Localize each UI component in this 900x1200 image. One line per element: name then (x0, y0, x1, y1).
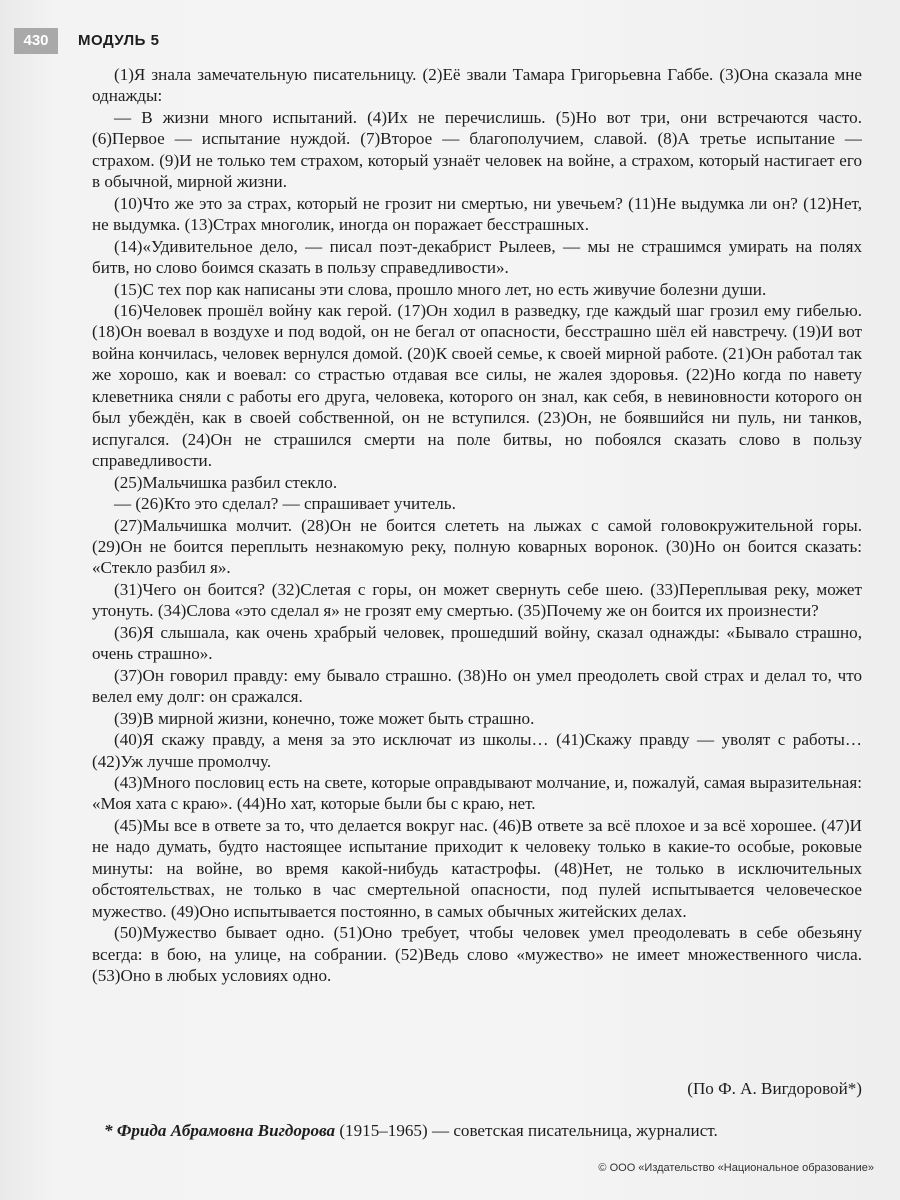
paragraph: (15)С тех пор как написаны эти слова, прошло много лет, но есть живучие болезни души. (114, 279, 767, 299)
page-header (0, 22, 900, 56)
paragraph: (40)Я скажу правду, а меня за это исключат из школы… (41)Скажу правду — уволят с работы… (42)Уж лучше промолчу. (92, 730, 862, 771)
paragraph: (27)Мальчишка молчит. (28)Он не боится слететь на лыжах с самой головокружительной горы. (29)Он не боится переплыть незнакомую реку, полную коварных воронок. (30)Но он боится сказать: «Стекло разбил я». (92, 515, 862, 578)
paragraph: (45)Мы все в ответе за то, что делается вокруг нас. (46)В ответе за всё плохое и за всё хорошее. (47)И не надо думать, будто настоящее испытание приходит к человеку только в какие-то особые, роковые минуты: на войне, во время какой-нибудь катастрофы. (48)Нет, не только в исключительных обстоятельствах, не только в час смертельной опасности, под пулей испытывается человеческое мужество. (49)Оно испытывается постоянно, в самых обычных житейских делах. (92, 815, 862, 921)
paragraph: (25)Мальчишка разбил стекло. (114, 472, 338, 492)
paragraph: (14)«Удивительное дело, — писал поэт-декабрист Рылеев, — мы не страшимся умирать на полях битв, но слово боимся сказать в пользу справедливости». (92, 236, 862, 278)
paragraph: (1)Я знала замечательную писательницу. (2)Её звали Тамара Григорьевна Габбе. (3)Она сказала мне однажды: (92, 65, 862, 106)
footnote-author-name: * Фрида Абрамовна Вигдорова (104, 1121, 336, 1140)
footnote-text: (1915–1965) — советская писательница, журналист. (335, 1121, 718, 1140)
paragraph: (39)В мирной жизни, конечно, тоже может быть страшно. (114, 708, 535, 728)
module-title: МОДУЛЬ 5 (78, 32, 160, 49)
paragraph: (36)Я слышала, как очень храбрый человек, прошедший войну, сказал однажды: «Бывало страшно, очень страшно». (92, 622, 862, 664)
paragraph: — (26)Кто это сделал? — спрашивает учитель. (114, 494, 456, 514)
paragraph: (31)Чего он боится? (32)Слетая с горы, он может свернуть себе шею. (33)Переплывая реку, может утонуть. (34)Слова «это сделал я» не грозят ему смертью. (35)Почему же он боится их произнести? (92, 579, 862, 621)
main-text (92, 64, 862, 986)
paragraph: (43)Много пословиц есть на свете, которые оправдывают молчание, и, пожалуй, самая выразительная: «Моя хата с краю». (44)Но хат, которые были бы с краю, нет. (92, 772, 862, 814)
page-number: 430 (14, 28, 58, 54)
paragraph: (37)Он говорил правду: ему бывало страшно. (38)Но он умел преодолеть свой страх и делал то, что велел ему долг: он сражался. (92, 665, 862, 707)
paragraph: (16)Человек прошёл войну как герой. (17)Он ходил в разведку, где каждый шаг грозил ему гибелью. (18)Он воевал в воздухе и под водой, он не бегал от опасности, бесстрашно шёл ей навстречу. (19)И вот война кончилась, человек вернулся домой. (20)К своей семье, к своей мирной работе. (21)Он работал так же хорошо, как и воевал: со страстью отдавая все силы, не жалея здоровья. (22)Но когда по навету клеветника сняли с работы его друга, человека, которого он знал, как себя, в невиновности которого он был убеждён, как в своей собственной, он не вступился. (23)Он, не боявшийся ни пуль, ни танков, испугался. (24)Он не страшился смерти на поле битвы, но побоялся сказать слово в пользу справедливости. (92, 300, 862, 471)
copyright-notice: © ООО «Издательство «Национальное образование» (598, 1162, 874, 1174)
paragraph: (50)Мужество бывает одно. (51)Оно требует, чтобы человек умел преодолевать в себе обезьяну всегда: в бою, на улице, на собрании. (52)Ведь слово «мужество» не имеет множественного числа. (53)Оно в любых условиях одно. (92, 923, 862, 986)
author-footnote (104, 1120, 864, 1142)
paragraph: (10)Что же это за страх, который не грозит ни смертью, ни увечьем? (11)Не выдумка ли он? (12)Нет, не выдумка. (13)Страх многолик, иногда он поражает бесстрашных. (92, 193, 862, 235)
source-attribution: (По Ф. А. Вигдоровой*) (687, 1079, 862, 1098)
paragraph: — В жизни много испытаний. (4)Их не перечислишь. (5)Но вот три, они встречаются часто. (6)Первое — испытание нуждой. (7)Второе — благополучием, славой. (8)А третье испытание — страхом. (9)И не только тем страхом, который узнаёт человек на войне, а страхом, который настигает его в обычной, мирной жизни. (92, 107, 862, 192)
